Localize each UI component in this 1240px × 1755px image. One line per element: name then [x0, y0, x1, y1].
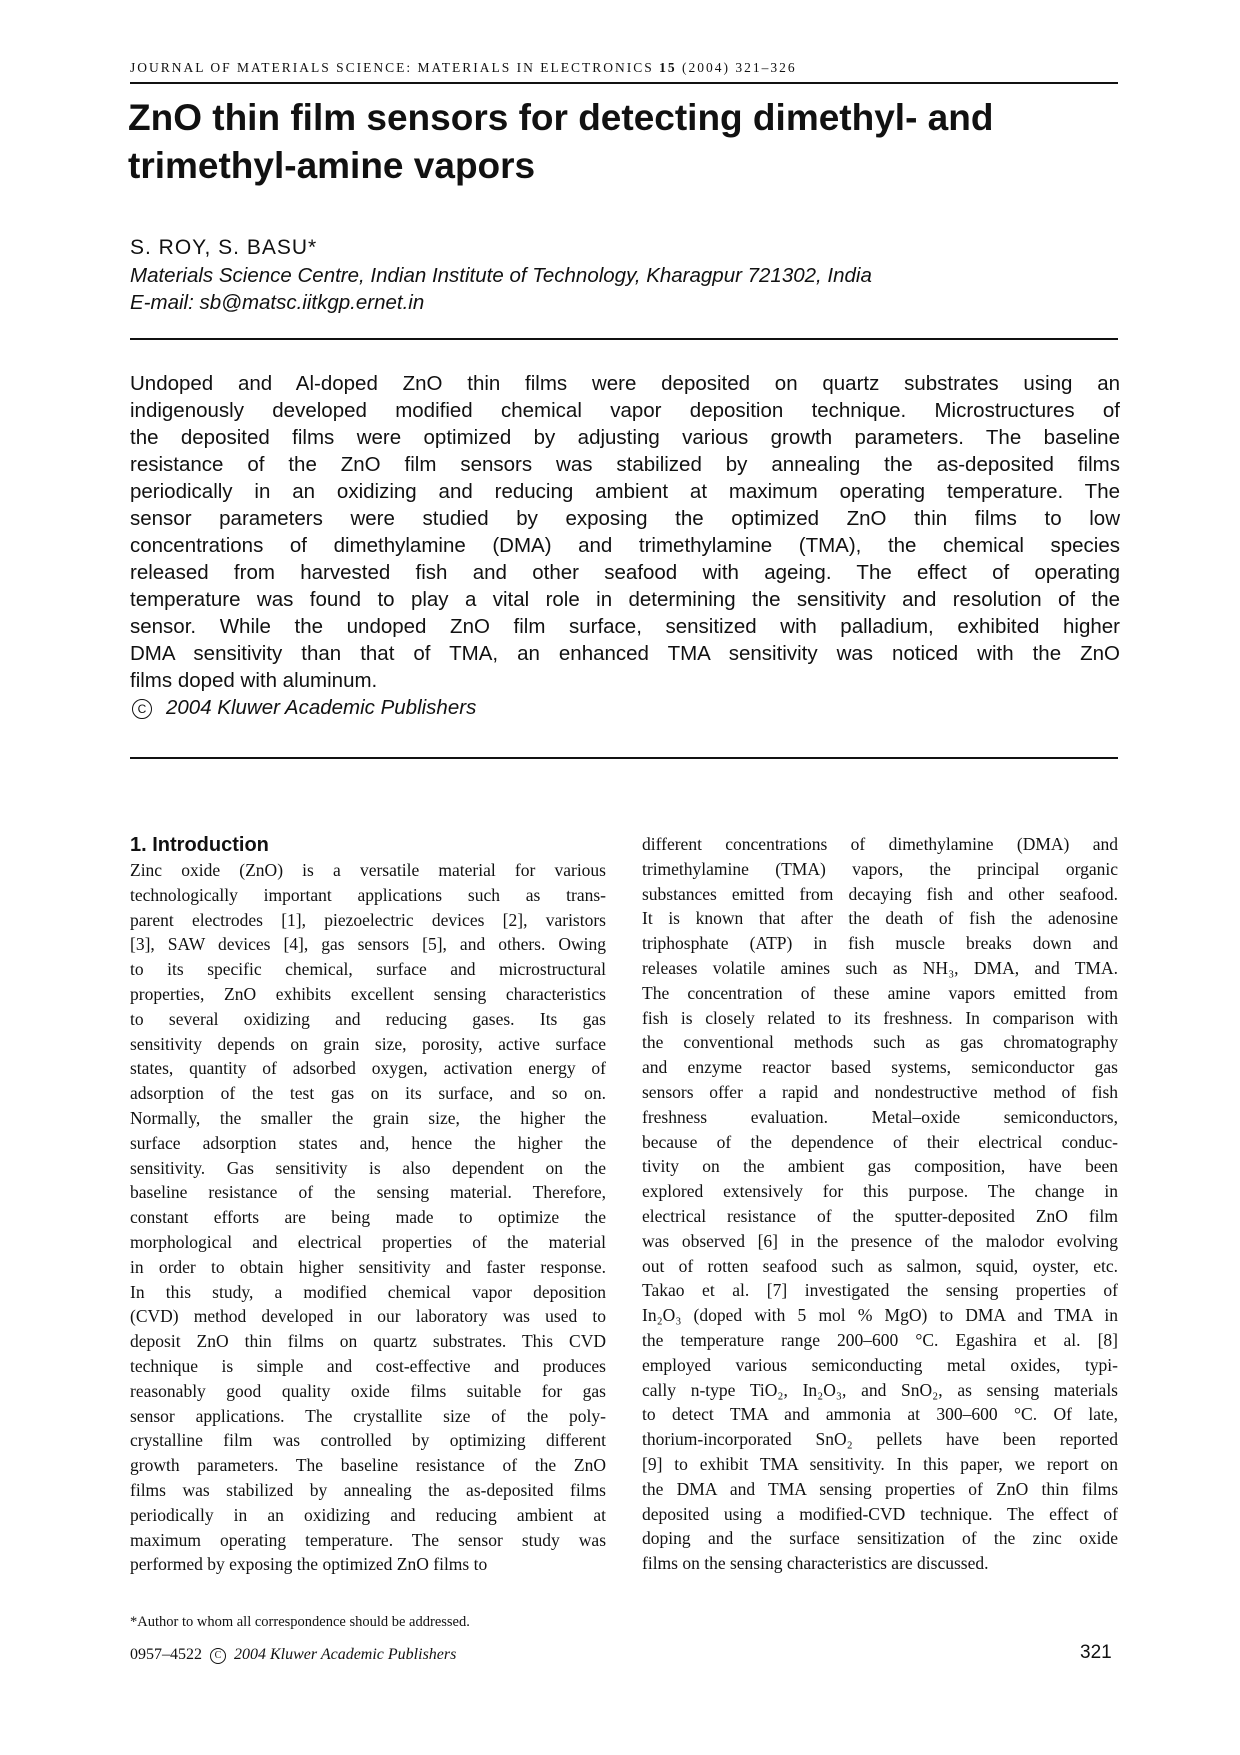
authors: S. ROY, S. BASU* [130, 236, 318, 259]
body-text-line: technique is simple and cost-effective and produces [130, 1355, 606, 1376]
body-text-line: triphosphate (ATP) in fish muscle breaks down and [642, 933, 1118, 954]
abstract-line: temperature was found to play a vital role in determining the sensitivity and resolution of the [130, 588, 1120, 611]
body-text-line: trimethylamine (TMA) vapors, the principal organic [642, 858, 1118, 879]
body-text-line: was observed [6] in the presence of the malodor evolving [642, 1230, 1118, 1251]
body-text-line: releases volatile amines such as NH₃, DMA, and TMA. [642, 957, 1118, 978]
body-text-line: sensitivity. Gas sensitivity is also dependent on the [130, 1157, 606, 1178]
body-text-line: to several oxidizing and reducing gases. Its gas [130, 1008, 606, 1029]
footer-publisher: 2004 Kluwer Academic Publishers [234, 1646, 457, 1663]
body-text-line: constant efforts are being made to optimize the [130, 1207, 606, 1228]
body-text-line: states, quantity of adsorbed oxygen, activation energy of [130, 1058, 606, 1079]
article-title: ZnO thin film sensors for detecting dimethyl- and trimethyl-amine vapors [128, 97, 994, 186]
body-text-line: doping and the surface sensitization of the zinc oxide [642, 1528, 1118, 1549]
body-text-line: out of rotten seafood such as salmon, squid, oyster, etc. [642, 1255, 1118, 1276]
affiliation-block [130, 262, 872, 316]
body-text-line: crystalline film was controlled by optimizing different [130, 1430, 606, 1451]
body-text-line: sensors offer a rapid and nondestructive method of fish [642, 1081, 1118, 1102]
body-text-line: adsorption of the test gas on its surface, and so on. [130, 1083, 606, 1104]
body-text-line: different concentrations of dimethylamine (DMA) and [642, 834, 1118, 854]
abstract-line: films doped with aluminum. [130, 669, 378, 692]
body-text-line: to detect TMA and ammonia at 300–600 °C. Of late, [642, 1404, 1118, 1425]
body-text-line: cally n-type TiO₂, In₂O₃, and SnO₂, as sensing materials [642, 1379, 1118, 1400]
abstract-line: DMA sensitivity than that of TMA, an enhanced TMA sensitivity was noticed with the ZnO [130, 642, 1120, 665]
body-text-line: properties, ZnO exhibits excellent sensing characteristics [130, 983, 606, 1004]
body-text-line: sensitivity depends on grain size, porosity, active surface [130, 1033, 606, 1054]
abstract-line: indigenously developed modified chemical vapor deposition technique. Microstructures of [130, 399, 1120, 422]
body-text-line: to its specific chemical, surface and microstructural [130, 959, 606, 980]
issn: 0957–4522 [130, 1646, 202, 1663]
footer-copyright-icon: C [210, 1648, 226, 1664]
body-text-line: [9] to exhibit TMA sensitivity. In this paper, we report on [642, 1453, 1118, 1474]
body-text-line: In this study, a modified chemical vapor deposition [130, 1281, 606, 1302]
body-text-line: reasonably good quality oxide films suitable for gas [130, 1380, 606, 1401]
abstract-line: sensor parameters were studied by exposing the optimized ZnO thin films to low [130, 507, 1120, 530]
body-text-line: maximum operating temperature. The sensor study was [130, 1529, 606, 1550]
body-text-line: the DMA and TMA sensing properties of ZnO thin films [642, 1478, 1118, 1499]
body-text-line: sensor applications. The crystallite size of the poly- [130, 1405, 606, 1426]
body-text-line: The concentration of these amine vapors emitted from [642, 982, 1118, 1003]
copyright-icon: C [132, 699, 152, 719]
body-text-line: Takao et al. [7] investigated the sensing properties of [642, 1280, 1118, 1301]
body-text-line: surface adsorption states and, hence the higher the [130, 1132, 606, 1153]
body-text-line: in order to obtain higher sensitivity and faster response. [130, 1256, 606, 1277]
body-text-line: and enzyme reactor based systems, semiconductor gas [642, 1057, 1118, 1078]
volume-number: 15 [659, 60, 677, 75]
abstract [130, 370, 1120, 721]
body-text-line: (CVD) method developed in our laboratory was used to [130, 1306, 606, 1327]
body-text-line: It is known that after the death of fish the adenosine [642, 908, 1118, 929]
body-text-line: electrical resistance of the sputter-deposited ZnO film [642, 1205, 1118, 1226]
body-text-line: deposited using a modified-CVD technique. The effect of [642, 1503, 1118, 1524]
body-text-line: In₂O₃ (doped with 5 mol % MgO) to DMA and TMA in [642, 1305, 1118, 1326]
body-text-line: tivity on the ambient gas composition, have been [642, 1156, 1118, 1177]
abstract-line: concentrations of dimethylamine (DMA) and trimethylamine (TMA), the chemical species [130, 534, 1120, 557]
body-text-line: thorium-incorporated SnO₂ pellets have been reported [642, 1429, 1118, 1450]
abstract-line: Undoped and Al-doped ZnO thin films were deposited on quartz substrates using an [130, 372, 1120, 395]
abstract-line: resistance of the ZnO film sensors was stabilized by annealing the as-deposited films [130, 453, 1120, 476]
journal-header: JOURNAL OF MATERIALS SCIENCE: MATERIALS IN ELECTRONICS 15 (2004) 321–326 [130, 60, 797, 75]
section-heading: 1. Introduction [130, 834, 269, 856]
abstract-line: sensor. While the undoped ZnO film surface, sensitized with palladium, exhibited higher [130, 615, 1120, 638]
body-text-line: Normally, the smaller the grain size, the higher the [130, 1107, 606, 1128]
body-text-line: films on the sensing characteristics are discussed. [642, 1553, 989, 1574]
body-text-line: freshness evaluation. Metal–oxide semiconductors, [642, 1106, 1118, 1127]
page-number: 321 [1080, 1642, 1112, 1663]
body-text-line: baseline resistance of the sensing material. Therefore, [130, 1182, 606, 1203]
body-text-line: the temperature range 200–600 °C. Egashira et al. [8] [642, 1329, 1118, 1350]
body-text-line: technologically important applications such as trans- [130, 884, 606, 905]
body-text-line: the conventional methods such as gas chromatography [642, 1032, 1118, 1053]
abstract-line: released from harvested fish and other seafood with ageing. The effect of operating [130, 561, 1120, 584]
body-text-line: explored extensively for this purpose. The change in [642, 1181, 1118, 1202]
abstract-top-rule [130, 338, 1118, 340]
abstract-line: the deposited films were optimized by adjusting various growth parameters. The baseline [130, 426, 1120, 449]
body-text-line: films was stabilized by annealing the as-deposited films [130, 1479, 606, 1500]
footnote: *Author to whom all correspondence should be addressed. [130, 1614, 470, 1630]
body-text-line: performed by exposing the optimized ZnO films to [130, 1554, 488, 1575]
email: E-mail: sb@matsc.iitkgp.ernet.in [130, 291, 425, 314]
body-text-line: substances emitted from decaying fish and other seafood. [642, 883, 1118, 904]
abstract-bottom-rule [130, 757, 1118, 759]
affiliation: Materials Science Centre, Indian Institute of Technology, Kharagpur 721302, India [130, 264, 872, 287]
abstract-line: periodically in an oxidizing and reducing ambient at maximum operating temperature. The [130, 480, 1120, 503]
column-left [130, 832, 606, 1577]
body-text-line: deposit ZnO thin films on quartz substrates. This CVD [130, 1331, 606, 1352]
footer [130, 1646, 456, 1664]
body-text-line: employed various semiconducting metal oxides, typi- [642, 1354, 1118, 1375]
column-right [642, 832, 1118, 1576]
body-text-line: periodically in an oxidizing and reducing ambient at [130, 1504, 606, 1525]
header-rule [130, 82, 1118, 84]
body-text-line: parent electrodes [1], piezoelectric devices [2], varistors [130, 909, 606, 930]
body-text-line: because of the dependence of their electrical conduc- [642, 1131, 1118, 1152]
body-text-line: growth parameters. The baseline resistance of the ZnO [130, 1455, 606, 1476]
body-text-line: [3], SAW devices [4], gas sensors [5], and others. Owing [130, 934, 606, 955]
abstract-copyright: C 2004 Kluwer Academic Publishers [130, 694, 1120, 721]
body-text-line: morphological and electrical properties of the material [130, 1231, 606, 1252]
body-text-line: fish is closely related to its freshness. In comparison with [642, 1007, 1118, 1028]
body-text-line: Zinc oxide (ZnO) is a versatile material for various [130, 860, 606, 880]
